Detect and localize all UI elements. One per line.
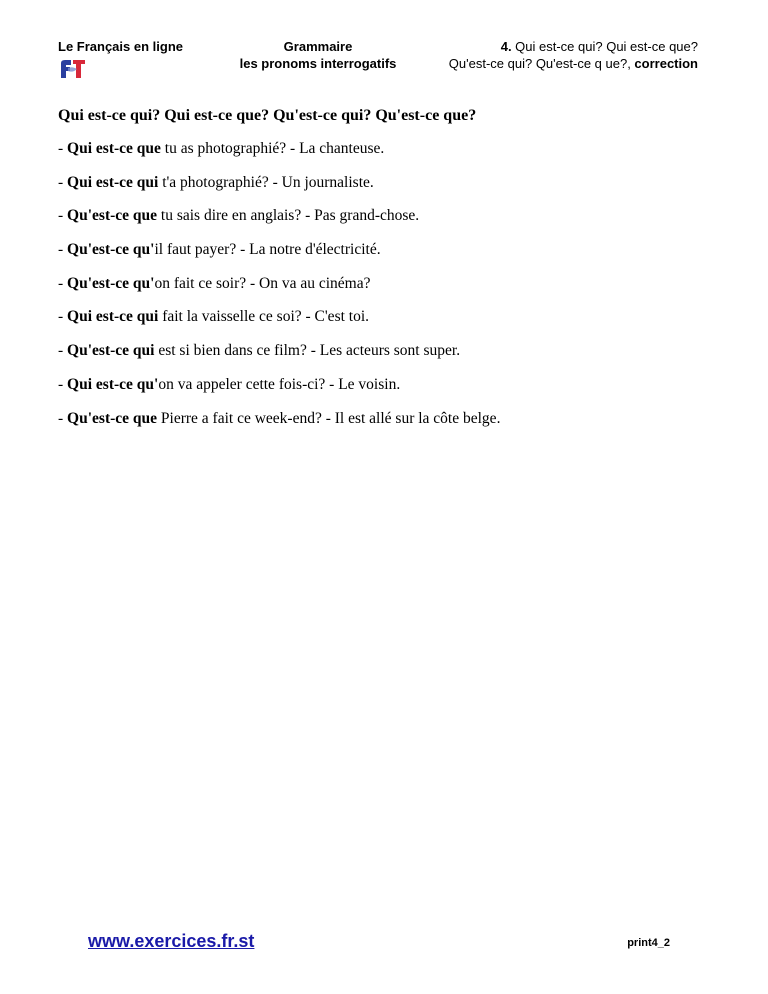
sentence-rest: t'a photographié? - Un journaliste. [158, 173, 374, 191]
sentence-rest: tu as photographié? - La chanteuse. [160, 140, 385, 157]
answer-pronoun: Qui est-ce qui [67, 173, 159, 191]
list-item: - Qui est-ce qui fait la vaisselle ce soi? - C'est toi. [58, 308, 370, 326]
exercise-title-2: Qu'est-ce qui? Qu'est-ce q ue?, [448, 56, 635, 71]
exercise-number: 4. [500, 39, 512, 54]
answer-pronoun: Qu'est-ce qu' [67, 241, 155, 259]
sentence-rest: on fait ce soir? - On va au cinéma? [154, 274, 371, 292]
answer-pronoun: Qui est-ce qu' [67, 375, 159, 393]
sentence-rest: on va appeler cette fois-ci? - Le voisin. [158, 375, 401, 393]
list-item: - Qu'est-ce qu'il faut payer? - La notre d'électricité. [58, 241, 381, 259]
sentence-rest: Pierre a fait ce week-end? - Il est allé sur la côte belge. [157, 409, 501, 427]
page-code: print4_2 [627, 937, 670, 949]
list-item: - Qu'est-ce que tu sais dire en anglais? - Pas grand-chose. [58, 207, 420, 225]
site-link[interactable]: www.exercices.fr.st [88, 931, 255, 951]
exercise-line-2 [449, 55, 698, 72]
list-item: - Qu'est-ce que Pierre a fait ce week-end? - Il est allé sur la côte belge. [58, 409, 501, 427]
sentence-rest: fait la vaisselle ce soi? - C'est toi. [158, 308, 370, 326]
list-item: - Qu'est-ce qu'on fait ce soir? - On va au cinéma? [58, 274, 371, 292]
subject-subtitle: les pronoms interrogatifs [239, 56, 397, 71]
subject-title: Grammaire [283, 39, 353, 54]
exercise-heading [449, 38, 698, 72]
answer-pronoun: Qu'est-ce qu' [67, 274, 155, 292]
list-item: - Qui est-ce que tu as photographié? - La chanteuse. [58, 140, 385, 157]
site-name: Le Français en ligne [58, 39, 183, 54]
answer-pronoun: Qu'est-ce qui [67, 342, 155, 360]
subject-block [233, 38, 403, 72]
sentence-rest: est si bien dans ce film? - Les acteurs sont super. [154, 342, 461, 360]
list-item: - Qu'est-ce qui est si bien dans ce film? - Les acteurs sont super. [58, 342, 461, 360]
answer-pronoun: Qu'est-ce que [67, 207, 158, 225]
french-flag-logo-icon [58, 58, 88, 80]
list-item: - Qui est-ce qui t'a photographié? - Un journaliste. [58, 173, 374, 191]
list-item: - Qui est-ce qu'on va appeler cette fois-ci? - Le voisin. [58, 375, 401, 393]
answer-pronoun: Qu'est-ce que [67, 409, 158, 427]
page-title: Qui est-ce qui? Qui est-ce que? Qu'est-ce qui? Qu'est-ce que? [58, 107, 477, 124]
answer-pronoun: Qui est-ce que [67, 140, 161, 157]
sentence-rest: il faut payer? - La notre d'électricité. [154, 241, 381, 259]
exercise-tag: correction [634, 56, 698, 71]
exercise-line-1 [449, 38, 698, 55]
sentence-list [58, 140, 500, 443]
sentence-rest: tu sais dire en anglais? - Pas grand-chose. [157, 207, 420, 225]
answer-pronoun: Qui est-ce qui [67, 308, 159, 326]
page-header [0, 38, 768, 98]
exercise-title-1: Qui est-ce qui? Qui est-ce que? [511, 39, 698, 54]
